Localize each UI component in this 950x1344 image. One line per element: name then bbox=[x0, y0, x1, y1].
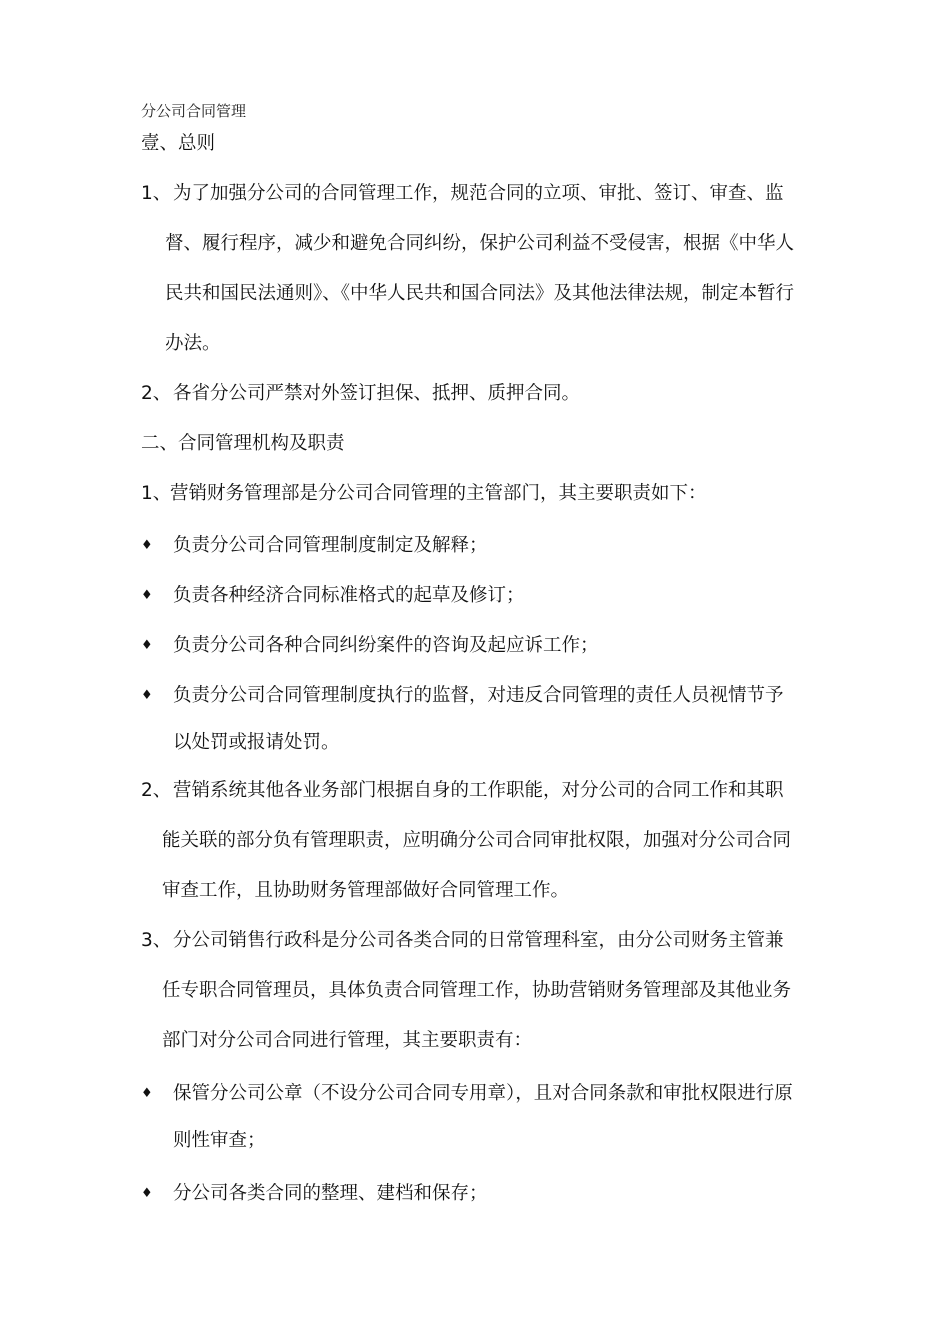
document-page: 分公司合同管理 壹、总则 1、 为了加强分公司的合同管理工作，规范合同的立项、审批、签订、审查、监 督、履行程序，减少和避免合同纠纷，保护公司利益不受侵害，根据《中华人 民共和国民法通则》、《中华人民共和国合同法》及其他法律法规，制定本暂行 办法。 2、 各省分公司严禁对外签订担保、抵押、质押合同。 二、合同管理机构及职责 1、 营销财务管理部是分公司合同管理的主管部门，其主要职责如下： ♦ 负责分公司合同管理制度制定及解释； ♦ 负责各种经济合同标准格式的起草及修订； ♦ 负责分公司各种合同纠纷案件的咨询及起应诉工作； ♦ 负责分公司合同管理制度执行的监督，对违反合同管理的责任人员视情节予 以处罚或报请处罚。 2、 营销系统其他各业务部门根据自身的工作职能，对分公司的合同工作和其职 能关联的部分负有管理职责，应明确分公司合同审批权限，加强对分公司合同 审查工作，且协助财务管理部做好合同管理工作。 3、 分公司销售行政科是分公司各类合同的日常管理科室，由分公司财务主管兼 任专职合同管理员，具体负责合同管理工作，协助营销财务管理部及其他业务 部门对分公司合同进行管理，其主要职责有： ♦ 保管分公司公章（不设分公司合同专用章），且对合同条款和审批权限进行原 则性审查； ♦ 分公司各类合同的整理、建档和保存； bbox=[0, 0, 950, 1344]
clause-text-line: 能关联的部分负有管理职责，应明确分公司合同审批权限，加强对分公司合同 bbox=[162, 830, 792, 851]
diamond-bullet-icon: ♦ bbox=[141, 538, 153, 553]
diamond-bullet-icon: ♦ bbox=[141, 638, 153, 653]
clause-text-line: 营销财务管理部是分公司合同管理的主管部门，其主要职责如下： bbox=[170, 483, 707, 504]
diamond-bullet-icon: ♦ bbox=[141, 688, 153, 703]
clause-text-line: 任专职合同管理员，具体负责合同管理工作，协助营销财务管理部及其他业务 bbox=[162, 980, 792, 1001]
clause-number: 2、 bbox=[141, 383, 172, 404]
clause-text-line: 民共和国民法通则》、《中华人民共和国合同法》及其他法律法规，制定本暂行 bbox=[165, 283, 795, 304]
diamond-bullet-icon: ♦ bbox=[141, 1186, 153, 1201]
clause-text-line: 为了加强分公司的合同管理工作，规范合同的立项、审批、签订、审查、监 bbox=[173, 183, 784, 204]
clause-text-line: 审查工作，且协助财务管理部做好合同管理工作。 bbox=[162, 880, 570, 901]
diamond-bullet-icon: ♦ bbox=[141, 1086, 153, 1101]
clause-number: 2、 bbox=[141, 780, 172, 801]
clause-text-line: 办法。 bbox=[165, 333, 221, 354]
clause-text-line: 各省分公司严禁对外签订担保、抵押、质押合同。 bbox=[173, 383, 581, 404]
diamond-bullet-icon: ♦ bbox=[141, 588, 153, 603]
clause-text-line: 营销系统其他各业务部门根据自身的工作职能，对分公司的合同工作和其职 bbox=[173, 780, 784, 801]
clause-text-line: 分公司销售行政科是分公司各类合同的日常管理科室，由分公司财务主管兼 bbox=[173, 930, 784, 951]
clause-number: 3、 bbox=[141, 930, 172, 951]
clause-number: 1、 bbox=[141, 183, 172, 204]
document-title: 分公司合同管理 bbox=[141, 102, 247, 120]
clause-text-line: 督、履行程序，减少和避免合同纠纷，保护公司利益不受侵害，根据《中华人 bbox=[165, 233, 795, 254]
clause-text-line: 部门对分公司合同进行管理，其主要职责有： bbox=[162, 1030, 533, 1051]
clause-number: 1、 bbox=[141, 483, 172, 504]
